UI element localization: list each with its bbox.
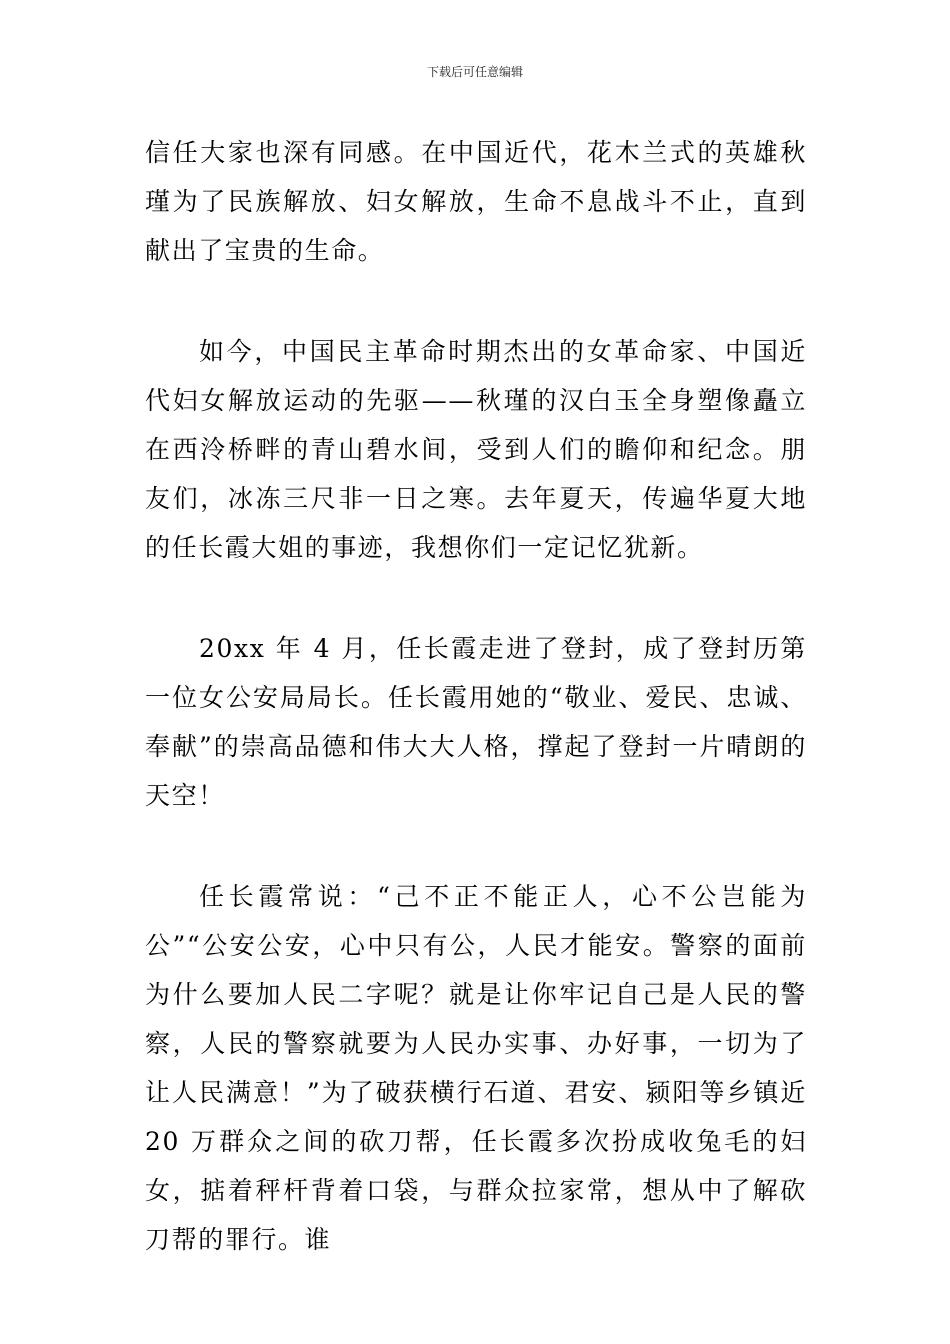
text-line: 意！”为了破获横行石道、君安、颍阳等乡镇近 20 万群众	[145, 1078, 807, 1156]
text-line: 么要加人民二字呢？就是让你牢记自己是人民的警察，人	[145, 980, 808, 1058]
paragraph-4	[145, 872, 807, 1264]
text-line: 大姐的事迹，我想你们一定记忆犹新。	[251, 533, 704, 562]
text-line: 泠桥畔的青山碧水间，受到人们的瞻仰和纪念。朋友们，	[145, 435, 808, 513]
paragraph-3	[145, 624, 807, 820]
page-header: 下载后可任意编辑	[426, 65, 523, 79]
document-body	[145, 128, 807, 1264]
text-line: 信任大家也深有同感。在中国近代，花木兰式的英雄秋瑾	[145, 138, 807, 216]
paragraph-2	[145, 327, 807, 572]
text-line: 冰冻三尺非一日之寒。去年夏天，传遍华夏大地的任长霞	[145, 484, 807, 562]
text-line: 为了民族解放、妇女解放，生命不息战斗不止，直到献出	[145, 187, 807, 265]
text-line: 民的警察就要为人民办实事、办好事，一切为了让人民满	[145, 1029, 807, 1107]
text-line: 如今，中国民主革命时期杰出的女革命家、中国近代	[145, 337, 807, 415]
text-line: 20xx 年 4 月，任长霞走进了登封，成了登封历第一位	[145, 634, 807, 712]
paragraph-1	[145, 128, 807, 275]
text-line: 之间的砍刀帮，任长霞多次扮成收兔毛的妇女，掂着秤杆	[145, 1127, 808, 1205]
text-line: 背着口袋，与群众拉家常，想从中了解砍刀帮的罪行。谁	[145, 1176, 807, 1254]
text-line: 任长霞常说：“己不正不能正人，心不公岂能为公”	[145, 882, 807, 960]
text-line: “公安公安，心中只有公，人民才能安。警察的面前为什	[145, 931, 807, 1009]
text-line: 妇女解放运动的先驱——秋瑾的汉白玉全身塑像矗立在西	[145, 386, 807, 464]
text-line: 献”的崇高品德和伟大大人格，撑起了登封一片晴朗的天	[145, 732, 807, 810]
text-line: 女公安局局长。任长霞用她的“敬业、爱民、忠诚、奉	[145, 683, 807, 761]
text-line: 了宝贵的生命。	[198, 236, 385, 265]
text-line: 空！	[171, 781, 225, 810]
